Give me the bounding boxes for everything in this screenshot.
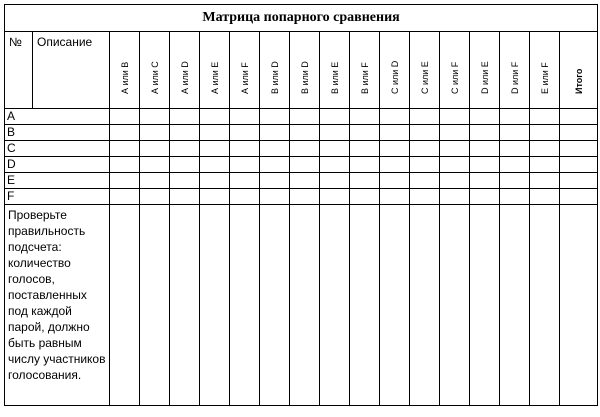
header-pair [470,32,500,109]
vote-cell[interactable] [470,189,500,205]
header-description: Описание [33,32,110,109]
vote-cell[interactable] [110,157,140,173]
vote-cell[interactable] [170,189,200,205]
header-pair [500,32,530,109]
vote-cell[interactable] [530,109,560,125]
vote-cell[interactable] [170,173,200,189]
vote-cell[interactable] [560,173,598,189]
vote-cell[interactable] [170,109,200,125]
vote-cell[interactable] [530,157,560,173]
vote-cell[interactable] [260,173,290,189]
vote-cell[interactable] [560,189,598,205]
vote-cell[interactable] [170,157,200,173]
table-row [5,157,598,173]
header-pair-label: В или Е [329,61,340,94]
vote-cell[interactable] [290,141,320,157]
vote-cell[interactable] [140,109,170,125]
vote-cell[interactable] [560,157,598,173]
vote-cell[interactable] [290,157,320,173]
vote-cell[interactable] [260,125,290,141]
vote-cell[interactable] [110,189,140,205]
header-pair [410,32,440,109]
vote-cell[interactable] [200,173,230,189]
vote-cell[interactable] [140,189,170,205]
vote-cell[interactable] [230,109,260,125]
header-total [560,32,598,109]
vote-cell[interactable] [380,157,410,173]
vote-cell[interactable] [500,141,530,157]
vote-cell[interactable] [530,141,560,157]
row-label: F [5,189,110,205]
vote-cell[interactable] [500,173,530,189]
vote-cell[interactable] [410,157,440,173]
header-pair [290,32,320,109]
header-pair-label: А или F [239,62,250,94]
row-label: E [5,173,110,189]
vote-cell[interactable] [260,157,290,173]
vote-cell[interactable] [560,141,598,157]
vote-cell[interactable] [230,125,260,141]
vote-cell[interactable] [350,173,380,189]
comparison-matrix [4,4,597,414]
vote-cell[interactable] [440,141,470,157]
vote-cell[interactable] [410,125,440,141]
vote-cell[interactable] [200,109,230,125]
vote-cell[interactable] [470,125,500,141]
row-label: A [5,109,110,125]
vote-cell[interactable] [140,125,170,141]
vote-cell[interactable] [200,157,230,173]
header-pair [350,32,380,109]
header-pair [230,32,260,109]
table-row [5,109,598,125]
vote-cell[interactable] [410,189,440,205]
vote-cell[interactable] [350,157,380,173]
vote-cell[interactable] [410,109,440,125]
vote-cell[interactable] [410,141,440,157]
row-label: D [5,157,110,173]
vote-cell[interactable] [500,125,530,141]
header-pair-label: Е или F [539,62,550,94]
header-pair-label: В или F [359,62,370,94]
vote-cell[interactable] [110,109,140,125]
header-total-label: Итого [573,68,584,94]
vote-cell[interactable] [290,109,320,125]
vote-cell[interactable] [470,109,500,125]
vote-cell[interactable] [290,173,320,189]
row-label: B [5,125,110,141]
vote-cell[interactable] [140,141,170,157]
vote-cell[interactable] [440,125,470,141]
vote-cell[interactable] [350,109,380,125]
header-pair [110,32,140,109]
vote-cell[interactable] [230,173,260,189]
vote-cell[interactable] [290,125,320,141]
vote-cell[interactable] [440,173,470,189]
vote-cell[interactable] [200,141,230,157]
vote-cell[interactable] [320,141,350,157]
vote-cell[interactable] [530,189,560,205]
vote-cell[interactable] [380,141,410,157]
header-pair-label: А или Е [209,61,220,94]
vote-cell[interactable] [530,173,560,189]
header-pair [140,32,170,109]
vote-cell[interactable] [380,109,410,125]
verification-note: Проверьте правильность подсчета: количество голосов, поставленных под каждой парой, должно быть равным числу участников голосования. [5,205,110,406]
header-pair [530,32,560,109]
vote-cell[interactable] [350,189,380,205]
header-pair-label: С или F [449,61,460,94]
vote-cell[interactable] [230,157,260,173]
vote-cell[interactable] [500,109,530,125]
header-pair [170,32,200,109]
header-pair [380,32,410,109]
vote-cell[interactable] [440,189,470,205]
header-pair [260,32,290,109]
vote-cell[interactable] [260,189,290,205]
header-row [5,32,598,109]
vote-cell[interactable] [500,189,530,205]
header-pair-label: А или В [119,61,130,94]
header-pair [320,32,350,109]
vote-cell[interactable] [380,189,410,205]
vote-cell[interactable] [470,173,500,189]
header-pair [440,32,470,109]
vote-cell[interactable] [560,109,598,125]
vote-cell[interactable] [170,141,200,157]
header-pair [200,32,230,109]
vote-cell[interactable] [110,141,140,157]
vote-cell[interactable] [470,141,500,157]
vote-cell[interactable] [530,125,560,141]
vote-cell[interactable] [170,125,200,141]
header-pair-label: В или D [269,61,280,94]
header-pair-label: С или Е [419,61,430,94]
vote-cell[interactable] [500,157,530,173]
vote-cell[interactable] [320,189,350,205]
header-pair-label: А или D [179,61,190,94]
header-pair-label: D или F [509,61,520,94]
vote-cell[interactable] [320,125,350,141]
vote-cell[interactable] [200,125,230,141]
header-pair-label: В или D [299,61,310,94]
vote-cell[interactable] [560,125,598,141]
vote-cell[interactable] [230,141,260,157]
matrix-table [4,4,598,406]
vote-cell[interactable] [320,173,350,189]
vote-cell[interactable] [290,189,320,205]
vote-cell[interactable] [440,157,470,173]
header-number: № [5,32,33,109]
vote-cell[interactable] [470,157,500,173]
vote-cell[interactable] [440,109,470,125]
vote-cell[interactable] [230,189,260,205]
vote-cell[interactable] [140,173,170,189]
vote-cell[interactable] [380,125,410,141]
vote-cell[interactable] [110,173,140,189]
vote-cell[interactable] [350,141,380,157]
header-pair-label: С или D [389,60,400,94]
vote-cell[interactable] [260,141,290,157]
table-row [5,189,598,205]
vote-cell[interactable] [320,109,350,125]
vote-cell[interactable] [320,157,350,173]
header-pair-label: D или Е [479,61,490,94]
vote-cell[interactable] [380,173,410,189]
table-row [5,173,598,189]
vote-cell[interactable] [200,189,230,205]
vote-cell[interactable] [260,109,290,125]
table-row [5,141,598,157]
header-pair-label: А или С [149,61,160,94]
vote-cell[interactable] [140,157,170,173]
vote-cell[interactable] [110,125,140,141]
table-title: Матрица попарного сравнения [5,5,598,32]
row-label: C [5,141,110,157]
vote-cell[interactable] [410,173,440,189]
table-row [5,125,598,141]
vote-cell[interactable] [350,125,380,141]
